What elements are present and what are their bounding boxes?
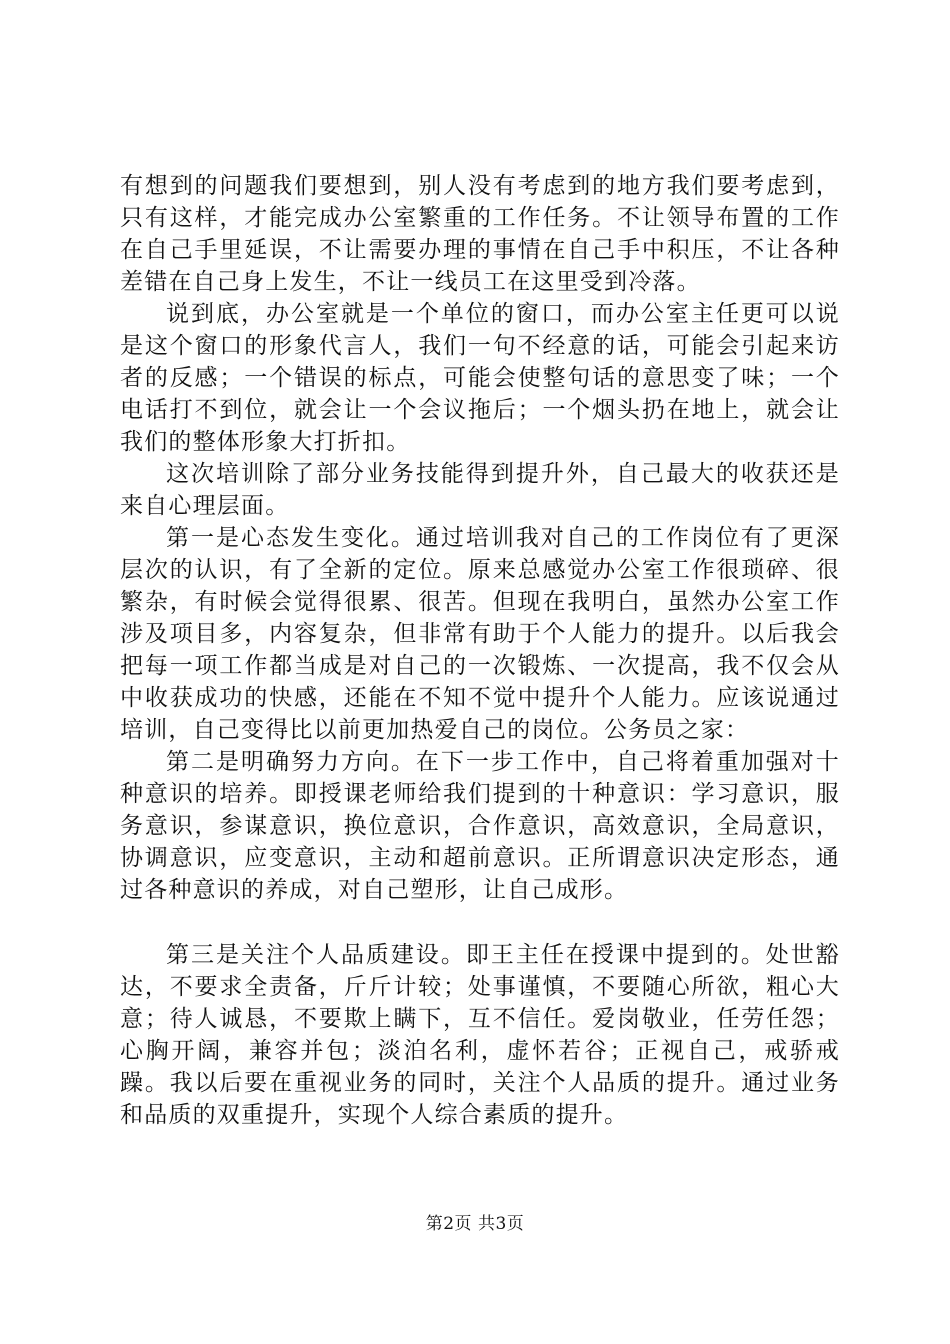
- paragraph-first-mindset: 第一是心态发生变化。通过培训我对自己的工作岗位有了更深层次的认识，有了全新的定位。原来总感觉办公室工作很琐碎、很繁杂，有时候会觉得很累、很苦。但现在我明白，虽然办公室工作涉及项目多，内容复杂，但非常有助于个人能力的提升。以后我会把每一项工作都当成是对自己的一次锻炼、一次提高，我不仅会从中收获成功的快感，还能在不知不觉中提升个人能力。应该说通过培训，自己变得比以前更加热爱自己的岗位。公务员之家：: [120, 525, 840, 743]
- page-number-footer: 第2页 共3页: [425, 1214, 525, 1234]
- paragraph-second-direction: 第二是明确努力方向。在下一步工作中，自己将着重加强对十种意识的培养。即授课老师给我们提到的十种意识：学习意识，服务意识，参谋意识，换位意识，合作意识，高效意识，全局意识，协调意识，应变意识，主动和超前意识。正所谓意识决定形态，通过各种意识的养成，对自己塑形，让自己成形。: [120, 749, 840, 903]
- paragraph-window-image: 说到底，办公室就是一个单位的窗口，而办公室主任更可以说是这个窗口的形象代言人，我们一句不经意的话，可能会引起来访者的反感；一个错误的标点，可能会使整句话的意思变了味；一个电话打不到位，就会让一个会议拖后；一个烟头扔在地上，就会让我们的整体形象大打折扣。: [120, 301, 840, 455]
- paragraph-training-gain: 这次培训除了部分业务技能得到提升外，自己最大的收获还是来自心理层面。: [120, 461, 840, 519]
- paragraph-continued: 有想到的问题我们要想到，别人没有考虑到的地方我们要考虑到，只有这样，才能完成办公室繁重的工作任务。不让领导布置的工作在自己手里延误，不让需要办理的事情在自己手中积压，不让各种差错在自己身上发生，不让一线员工在这里受到冷落。: [120, 173, 840, 295]
- document-body: [120, 170, 840, 1131]
- paragraph-third-quality: 第三是关注个人品质建设。即王主任在授课中提到的。处世豁达，不要求全责备，斤斤计较；处事谨慎，不要随心所欲，粗心大意；待人诚恳，不要欺上瞒下，互不信任。爱岗敬业，任劳任怨；心胸开阔，兼容并包；淡泊名利，虚怀若谷；正视自己，戒骄戒躁。我以后要在重视业务的同时，关注个人品质的提升。通过业务和品质的双重提升，实现个人综合素质的提升。: [120, 942, 840, 1128]
